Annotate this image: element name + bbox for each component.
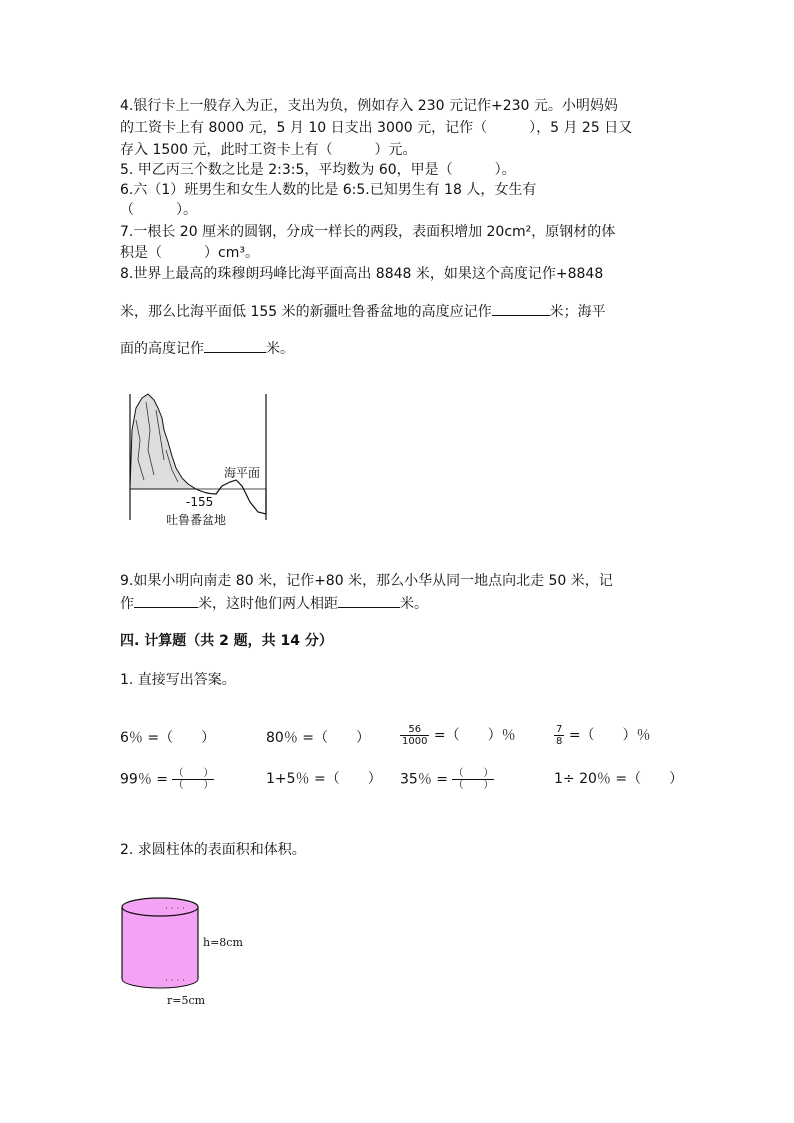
bottom-dots: · · · · [165, 976, 186, 986]
fraction-denominator: 1000 [402, 736, 428, 747]
paren-numerator: （ ） [173, 768, 214, 779]
calc-r1c2: 80％ =（ ） [266, 730, 370, 746]
q8-line3-text-b: 米。 [266, 341, 294, 357]
paren-denominator: （ ） [173, 780, 214, 791]
elevation-figure [126, 390, 271, 530]
calc-r1c4-rest: =（ ）％ [568, 727, 651, 744]
fraction-numerator: 56 [400, 724, 429, 736]
fraction-7-8 [554, 724, 564, 747]
q4-line2: 的工资卡上有 8000 元，5 月 10 日支出 3000 元，记作（ ），5 月 25 日又 [120, 120, 633, 136]
section-title: 四. 计算题（共 2 题，共 14 分） [120, 633, 333, 649]
depth-label: -155 [186, 495, 214, 509]
calc-r2c3 [400, 768, 494, 791]
calc-r1c3-rest: =（ ）％ [433, 727, 516, 744]
q7-line1: 7.一根长 20 厘米的圆钢，分成一样长的两段，表面积增加 20cm²，原钢材的体 [120, 224, 616, 240]
cylinder-top [122, 898, 198, 916]
q8-line2-text-a: 米，那么比海平面低 155 米的新疆吐鲁番盆地的高度应记作 [120, 304, 492, 320]
radius-label: r=5cm [167, 994, 206, 1007]
q6-line2: （ ）。 [120, 202, 197, 218]
calc-r1c3 [400, 724, 516, 747]
paren-fraction [172, 768, 214, 791]
fraction-numerator: 7 [556, 724, 563, 735]
q9-blank-distance[interactable] [338, 592, 400, 608]
q9-line2-text-a: 作 [120, 596, 134, 612]
height-label: h=8cm [203, 936, 243, 949]
q8-line2-text-b: 米；海平 [549, 304, 606, 320]
calc-q1-title: 1. 直接写出答案。 [120, 672, 236, 688]
sea-level-label: 海平面 [224, 466, 261, 480]
paren-denominator: （ ） [453, 780, 494, 791]
q8-line1: 8.世界上最高的珠穆朗玛峰比海平面高出 8848 米，如果这个高度记作+8848 [120, 266, 604, 282]
cylinder-figure [115, 895, 275, 1010]
fraction-denominator: 8 [556, 736, 563, 747]
q9-line2-text-c: 米。 [400, 596, 428, 612]
q9-blank-north[interactable] [134, 592, 198, 608]
calc-r2c2: 1+5％ =（ ） [266, 771, 382, 787]
calc-q2-title: 2. 求圆柱体的表面积和体积。 [120, 842, 306, 858]
calc-r1c4 [554, 724, 651, 747]
q7-line2: 积是（ ）cm³。 [120, 245, 259, 261]
calc-r2c1-text: 99％ = [120, 771, 168, 788]
q9-line1: 9.如果小明向南走 80 米，记作+80 米，那么小华从同一地点向北走 50 米，记 [120, 573, 613, 589]
q8-line3 [120, 337, 294, 360]
calc-r2c1 [120, 768, 214, 791]
q4-line1: 4.银行卡上一般存入为正，支出为负，例如存入 230 元记作+230 元。小明妈妈 [120, 98, 618, 114]
q9-line2 [120, 592, 428, 615]
calc-r2c3-text: 35％ = [400, 771, 448, 788]
calc-r1c1: 6％ =（ ） [120, 730, 216, 746]
q5-text: 5. 甲乙丙三个数之比是 2:3:5，平均数为 60，甲是（ ）。 [120, 162, 516, 178]
q9-line2-text-b: 米，这时他们两人相距 [198, 596, 338, 612]
q4-line3: 存入 1500 元，此时工资卡上有（ ）元。 [120, 142, 417, 158]
q8-blank-sea-level[interactable] [204, 337, 266, 353]
calc-r2c4: 1÷ 20％ =（ ） [554, 771, 684, 787]
q6-line1: 6.六（1）班男生和女生人数的比是 6:5.已知男生有 18 人，女生有 [120, 182, 537, 198]
q8-line2 [120, 300, 606, 323]
fraction-56-1000 [400, 724, 429, 747]
basin-label: 吐鲁番盆地 [166, 513, 227, 527]
top-dots: · · · · [165, 904, 186, 914]
q8-blank-basin[interactable] [492, 300, 550, 316]
q8-line3-text-a: 面的高度记作 [120, 341, 204, 357]
paren-fraction [452, 768, 494, 791]
paren-numerator: （ ） [453, 768, 494, 779]
